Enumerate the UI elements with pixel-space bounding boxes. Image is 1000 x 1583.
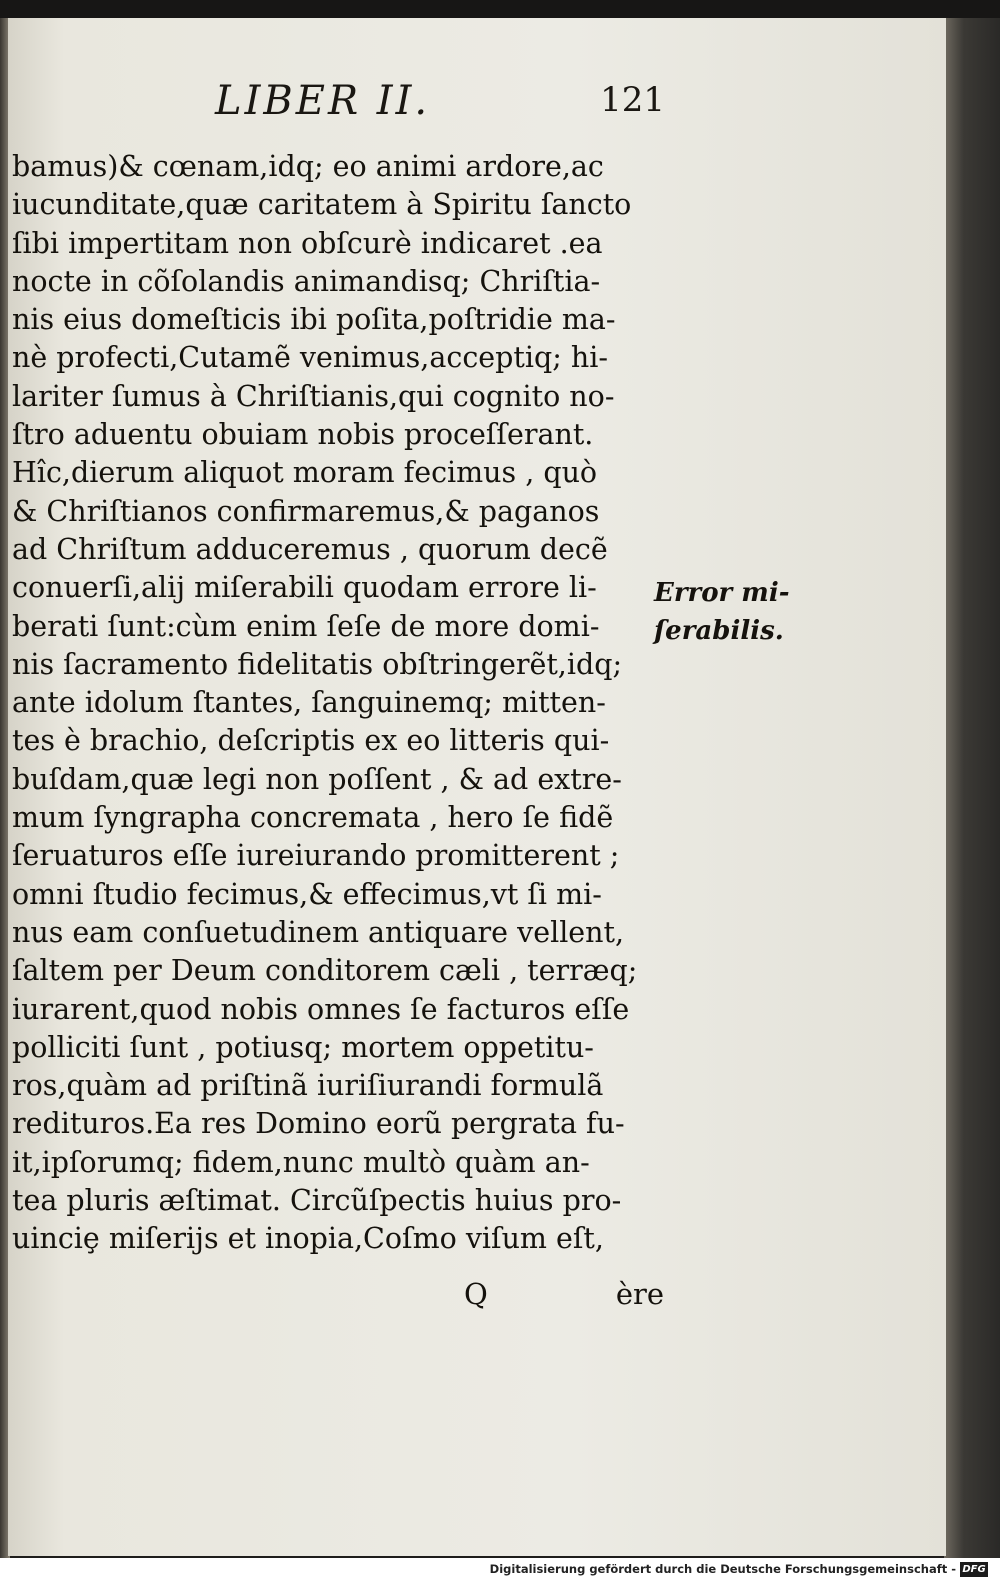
text-line: omni ſtudio fecimus,& effecimus,vt ſi mi- — [12, 877, 602, 911]
text-line: nus eam conſuetudinem antiquare vellent, — [12, 915, 625, 949]
text-line: it,ipſorumq; fidem,nunc multò quàm an- — [12, 1145, 590, 1179]
text-line: ros,quàm ad priſtinã iuriſiurandi formulã — [12, 1069, 604, 1103]
text-line: nè profecti,Cutamẽ venimus,acceptiq; hi- — [12, 341, 608, 375]
marginal-note-line: ſerabilis. — [654, 616, 784, 646]
marginal-note-line: Error mi- — [654, 578, 790, 608]
text-line: ſaltem per Deum conditorem cæli , terræq; — [12, 954, 638, 988]
text-line: mum ſyngrapha concremata , hero ſe fidẽ — [12, 801, 614, 835]
text-line: buſdam,quæ legi non poſſent , & ad extre- — [12, 762, 622, 796]
text-line: uinciȩ miſerijs et inopia,Coſmo viſum eſt, — [12, 1222, 604, 1256]
text-line: ſtro aduentu obuiam nobis proceſſerant. — [12, 418, 594, 452]
page-number: 121 — [600, 80, 665, 120]
text-line: ſeruaturos eſſe iureiurando promitterent ; — [12, 839, 620, 873]
text-line: iucunditate,quæ caritatem à Spiritu ſancto — [12, 188, 632, 222]
text-line: lariter ſumus à Chriſtianis,qui cognito no- — [12, 379, 615, 413]
body-text — [12, 148, 672, 1259]
text-line: tes è brachio, deſcriptis ex eo litteris qui- — [12, 724, 610, 758]
text-line: & Chriſtianos confirmaremus,& paganos — [12, 494, 600, 528]
text-line: nocte in cõſolandis animandisq; Chriſtia- — [12, 264, 601, 298]
text-line: conuerſi,alij miſerabili quodam errore li- — [12, 571, 597, 605]
text-line: Hîc,dierum aliquot moram fecimus , quò — [12, 456, 598, 490]
text-line: berati ſunt:cùm enim ſeſe de more domi- — [12, 609, 600, 643]
catchword: ère — [615, 1277, 664, 1311]
text-line: bamus)& cœnam,idq; eo animi ardore,ac — [12, 150, 604, 183]
book-edge-right — [944, 18, 1000, 1558]
marginal-note — [654, 574, 794, 650]
text-line: ante idolum ſtantes, ſanguinemq; mitten- — [12, 686, 606, 720]
text-line: ad Chriſtum adduceremus , quorum decẽ — [12, 532, 608, 566]
text-line: tea pluris æſtimat. Circũſpectis huius pro- — [12, 1184, 622, 1218]
text-line: ſibi impertitam non obſcurè indicaret .ea — [12, 226, 603, 260]
text-line: nis eius domeſticis ibi poſita,poſtridie ma- — [12, 303, 616, 337]
text-line: iurarent,quod nobis omnes ſe facturos eſſe — [12, 992, 630, 1026]
signature-mark: Q — [464, 1277, 488, 1311]
text-line: polliciti ſunt , potiusq; mortem oppetitu- — [12, 1030, 594, 1064]
digitization-credit: Digitalisierung gefördert durch die Deutsche Forschungsgemeinschaft - — [489, 1562, 956, 1576]
running-header — [215, 78, 665, 138]
dfg-logo-icon: DFG — [960, 1562, 988, 1577]
text-line: nis ſacramento fidelitatis obſtringerẽt,idq; — [12, 647, 623, 681]
catchword-line — [464, 1277, 664, 1317]
running-title: LIBER II. — [215, 78, 431, 124]
text-line: redituros.Ea res Domino eorũ pergrata fu- — [12, 1107, 625, 1141]
